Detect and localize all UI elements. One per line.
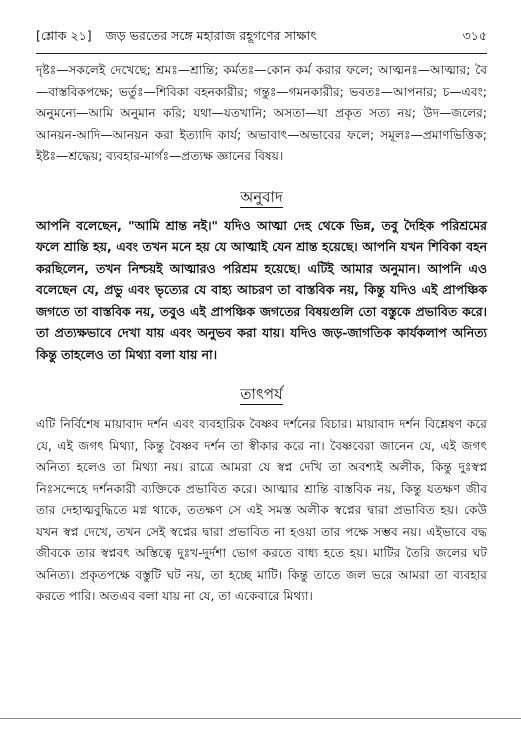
translation-heading: অনুবাদ (240, 187, 283, 206)
footer-rule (0, 718, 521, 719)
synonyms-paragraph: দৃষ্টঃ—সকলেই দেখেছে; শ্রমঃ—শ্রান্তি; কর্মতঃ—কোন কর্ম করার ফলে; আত্মনঃ—আত্মার; বৈ—বাস্তবিকপক্ষে; ভর্তুঃ—শিবিকা বহনকারীর; গন্তুঃ—গমনকারীর; ভবতঃ—আপনার; চ—এবং; অনুমন্যে—আমি অনুমান করি; যথা—যতখানি; অসতা—যা প্রকৃত সত্য নয়; উদ—জলের; আনয়ন-আদি—আনয়ন করা ইত্যাদি কার্য; অভাবাৎ—অভাবের ফলে; সমূলঃ—প্রমাণভিত্তিক; ইষ্টঃ—শ্রদ্ধেয়; ব্যবহার-মার্গঃ—প্রত্যক্ষ জ্ঞানের বিষয়। (36, 63, 487, 163)
chapter-title: জড় ভরতের সঙ্গে মহারাজ রহূগণের সাক্ষাৎ (105, 28, 317, 43)
purport-paragraph: এটি নির্বিশেষ মায়াবাদ দর্শন এবং ব্যবহারিক বৈষ্ণব দর্শনের বিচার। মায়াবাদ দর্শন বিশ্লেষণ করে যে, এই জগৎ মিথ্যা, কিন্তু বৈষ্ণব দর্শন তা স্বীকার করে না। বৈষ্ণবেরা জানেন যে, এই জগৎ অনিত্য হলেও তা মিথ্যা নয়। রাত্রে আমরা যে স্বপ্ন দেখি তা অবশ্যই অলীক, কিন্তু দুঃস্বপ্ন নিঃসন্দেহে দর্শনকারী ব্যক্তিকে প্রভাবিত করে। আত্মার শ্রান্তি বাস্তবিক নয়, কিন্তু যতক্ষণ জীব তার দেহাত্মবুদ্ধিতে মগ্ন থাকে, ততক্ষণ সে এই সমস্ত অলীক স্বপ্নের দ্বারা প্রভাবিত হয়। কেউ যখন স্বপ্ন দেখে, তখন সেই স্বপ্নের দ্বারা প্রভাবিত না হওয়া তার পক্ষে সম্ভব নয়। এইভাবে বদ্ধ জীবকে তার স্বপ্নবৎ অস্তিত্বে দুঃখ-দুর্দশা ভোগ করতে বাধ্য হতে হয়। মাটির তৈরি জলের ঘট অনিত্য। প্রকৃতপক্ষে বস্তুটি ঘট নয়, তা হচ্ছে মাটি। কিন্তু তাতে জল ভরে আমরা তা ব্যবহার করতে পারি। অতএব বলা যায় না যে, তা একেবারে মিথ্যা। (36, 417, 487, 603)
running-header (36, 28, 487, 54)
page-number: ৩১৫ (462, 28, 487, 43)
purport-heading: তাৎপর্য (240, 385, 283, 403)
translation-paragraph: আপনি বলেছেন, "আমি শ্রান্ত নই।" যদিও আত্মা দেহ থেকে ভিন্ন, তবু দৈহিক পরিশ্রমের ফলে শ্রান্তি হয়, এবং তখন মনে হয় যে আত্মাই যেন শ্রান্ত হয়েছে। আপনি যখন শিবিকা বহন করছিলেন, তখন নিশ্চয়ই আত্মারও পরিশ্রম হয়েছে। এটিই আমার অনুমান। আপনি এও বলেছেন যে, প্রভু এবং ভৃত্যের যে বাহ্য আচরণ তা বাস্তবিক নয়, কিন্তু যদিও এই প্রাপঞ্চিক জগতে তা বাস্তবিক নয়, তবুও এই প্রাপঞ্চিক জগতের বিষয়গুলি তো বস্তুকে প্রভাবিত করে। তা প্রত্যক্ষভাবে দেখা যায় এবং অনুভব করা যায়। যদিও জড়-জাগতিক কার্যকলাপ অনিত্য কিন্তু তাহলেও তা মিথ্যা বলা যায় না। (36, 217, 487, 362)
verse-reference: [শ্লোক ২১] (36, 28, 92, 43)
